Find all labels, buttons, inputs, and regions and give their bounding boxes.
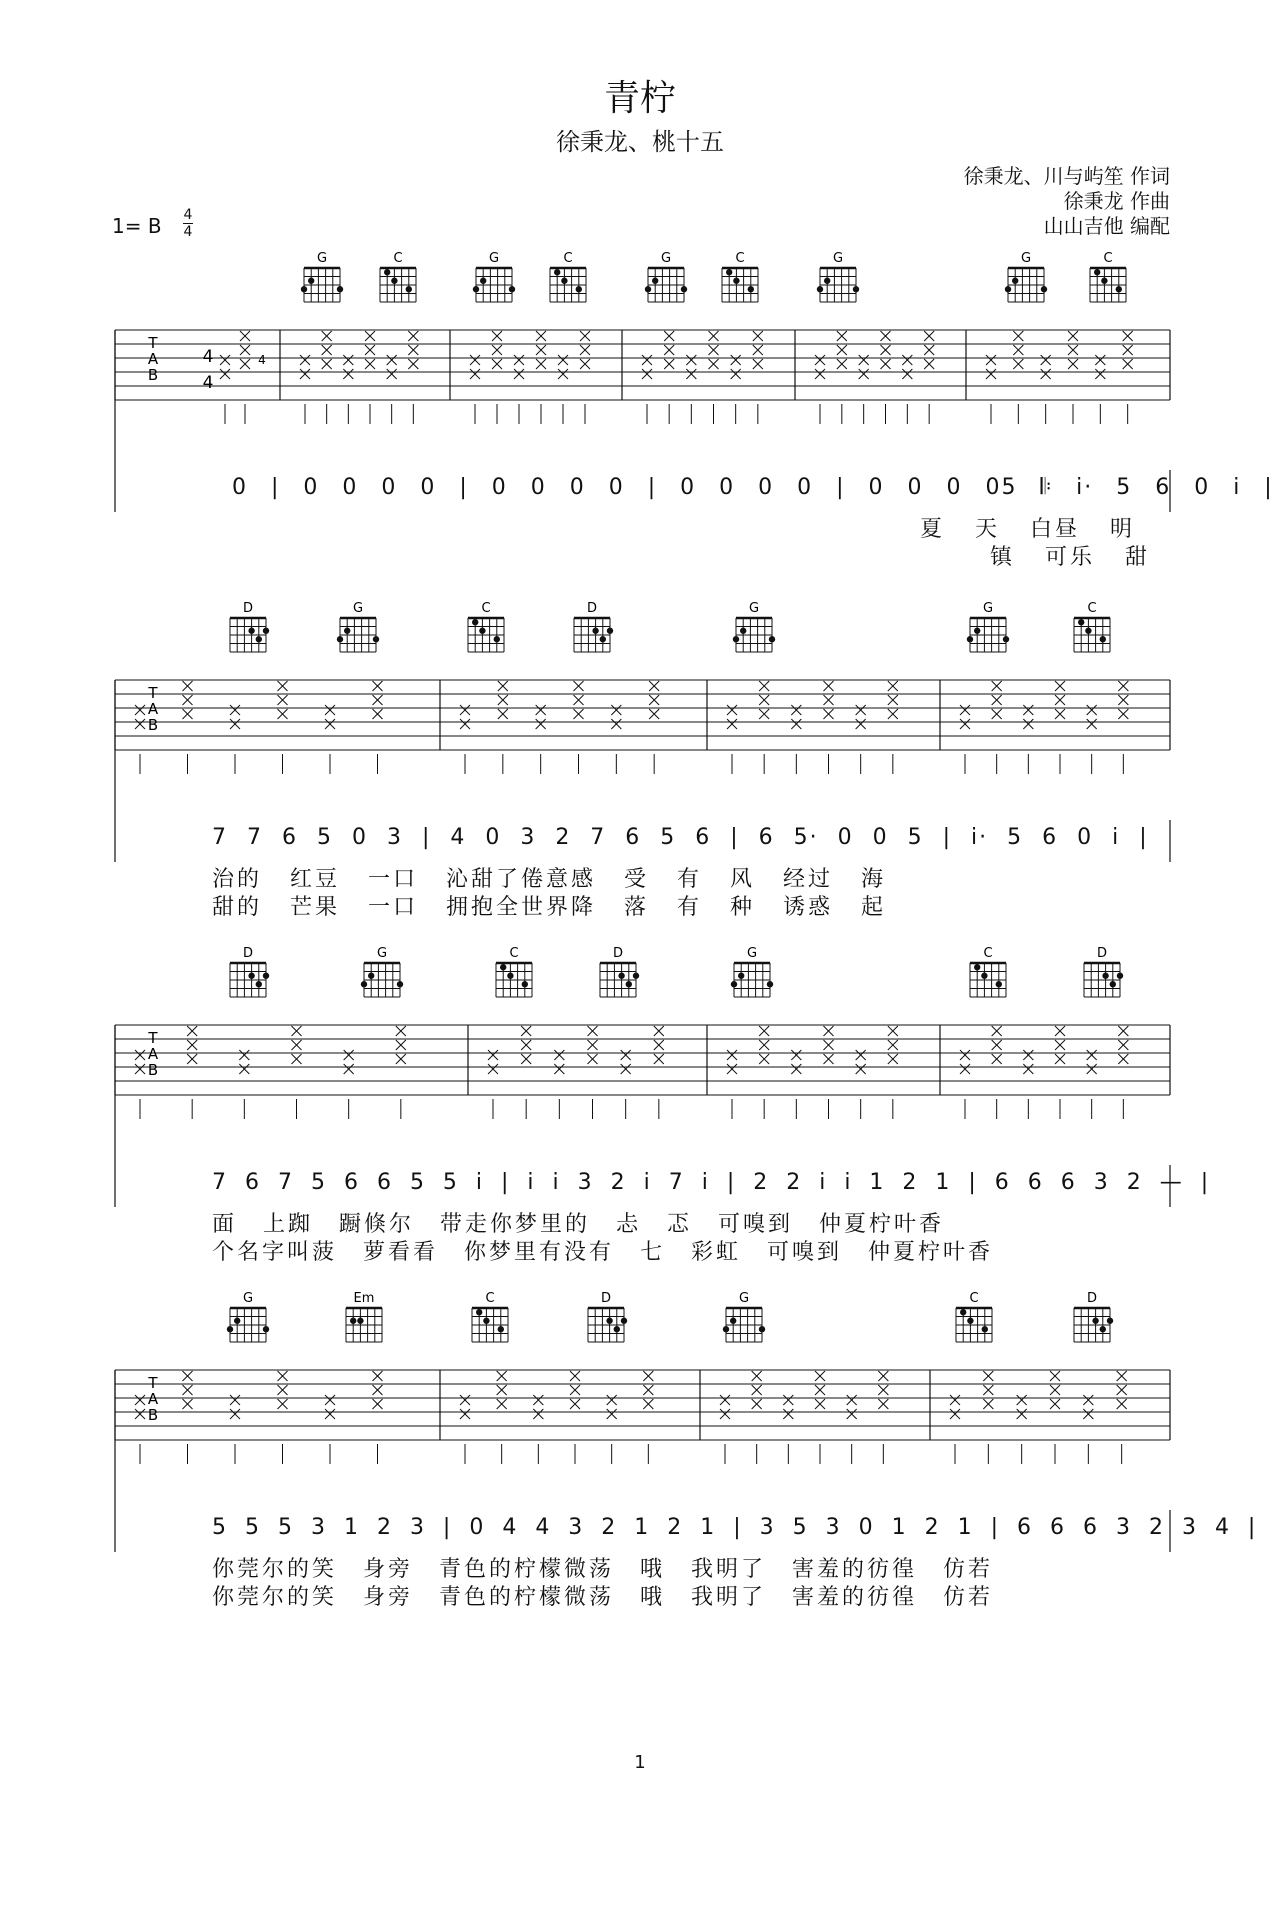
- system-3: [0, 935, 1280, 1265]
- tab-label-letter: B: [147, 716, 159, 734]
- chord-finger-dot: [263, 1326, 269, 1332]
- chord-finger-dot: [767, 981, 773, 987]
- chord-finger-dot: [607, 628, 613, 634]
- chord-finger-dot: [723, 1326, 729, 1332]
- tab-extra-fret: 4: [258, 353, 266, 367]
- system-3-lyrics-1: 面 上踟 蹰倏尔 带走你梦里的 忐 忑 可嗅到 仲夏柠叶香: [212, 1212, 944, 1237]
- system-1: [0, 240, 1280, 570]
- chord-finger-dot: [769, 636, 775, 642]
- chord-finger-dot: [384, 269, 390, 275]
- chord-finger-dot: [337, 636, 343, 642]
- tab-label-letter: T: [148, 684, 158, 702]
- chord-finger-dot: [981, 973, 987, 979]
- chord-finger-dot: [397, 981, 403, 987]
- chord-finger-dot: [373, 636, 379, 642]
- chord-name: C: [563, 251, 573, 266]
- tab-time-signature-digit: 4: [202, 373, 214, 393]
- chord-name: Em: [353, 1291, 375, 1306]
- tab-label-letter: A: [147, 1045, 159, 1063]
- chord-finger-dot: [817, 286, 823, 292]
- chord-finger-dot: [1092, 1318, 1098, 1324]
- tab-time-signature-digit: 4: [202, 347, 214, 367]
- chord-finger-dot: [480, 278, 486, 284]
- chord-name: D: [242, 601, 254, 616]
- system-3-lyrics-2: 个名字叫菠 萝看看 你梦里有没有 七 彩虹 可嗅到 仲夏柠叶香: [212, 1240, 993, 1265]
- chord-finger-dot: [576, 286, 582, 292]
- chord-finger-dot: [967, 636, 973, 642]
- chord-finger-dot: [368, 973, 374, 979]
- chord-finger-dot: [1110, 981, 1116, 987]
- chord-finger-dot: [1041, 286, 1047, 292]
- chord-finger-dot: [731, 981, 737, 987]
- chord-finger-dot: [730, 1318, 736, 1324]
- tab-label-letter: A: [147, 350, 159, 368]
- chord-finger-dot: [967, 1318, 973, 1324]
- chord-name: G: [982, 601, 994, 616]
- chord-name: G: [746, 946, 758, 961]
- chord-finger-dot: [227, 1326, 233, 1332]
- chord-finger-dot: [500, 964, 506, 970]
- chord-finger-dot: [626, 981, 632, 987]
- chord-finger-dot: [1101, 278, 1107, 284]
- chord-finger-dot: [406, 286, 412, 292]
- chord-name: G: [660, 251, 672, 266]
- chord-name: D: [612, 946, 624, 961]
- chord-finger-dot: [473, 286, 479, 292]
- time-signature-bottom: 4: [183, 224, 193, 240]
- chord-finger-dot: [1107, 1318, 1113, 1324]
- tab-label-letter: T: [148, 1029, 158, 1047]
- system-2-notation: 7 7 6 5 0 3 | 4 0 3 2 7 6 5 6 | 6 5· 0 0 5 | i· 5 6 0 i |: [212, 825, 1149, 850]
- chord-finger-dot: [738, 973, 744, 979]
- system-2: [0, 590, 1280, 920]
- chord-finger-dot: [256, 981, 262, 987]
- chord-name: G: [738, 1291, 750, 1306]
- chord-finger-dot: [600, 636, 606, 642]
- song-title: 青柠: [603, 78, 676, 119]
- chord-name: D: [1096, 946, 1108, 961]
- chord-finger-dot: [853, 286, 859, 292]
- chord-name: G: [748, 601, 760, 616]
- chord-finger-dot: [357, 1318, 363, 1324]
- chord-finger-dot: [248, 973, 254, 979]
- tab-label-letter: A: [147, 700, 159, 718]
- chord-name: C: [969, 1291, 979, 1306]
- chord-finger-dot: [618, 973, 624, 979]
- system-4-lyrics-1: 你莞尔的笑 身旁 青色的柠檬微荡 哦 我明了 害羞的彷徨 仿若: [212, 1557, 993, 1582]
- time-signature-top: 4: [183, 207, 193, 223]
- chord-name: G: [376, 946, 388, 961]
- chord-finger-dot: [633, 973, 639, 979]
- chord-finger-dot: [996, 981, 1002, 987]
- song-artist: 徐秉龙、桃十五: [556, 128, 724, 156]
- time-signature: [183, 207, 193, 240]
- chord-finger-dot: [740, 628, 746, 634]
- chord-name: D: [600, 1291, 612, 1306]
- chord-name: C: [481, 601, 491, 616]
- chord-finger-dot: [256, 636, 262, 642]
- tab-label-letter: B: [147, 1406, 159, 1424]
- chord-finger-dot: [479, 628, 485, 634]
- chord-finger-dot: [350, 1318, 356, 1324]
- chord-finger-dot: [1100, 636, 1106, 642]
- chord-finger-dot: [361, 981, 367, 987]
- credit-music: 徐秉龙 作曲: [1063, 189, 1170, 213]
- chord-name: G: [1020, 251, 1032, 266]
- chord-finger-dot: [308, 278, 314, 284]
- system-3-notation: 7 6 7 5 6 6 5 5 i | i i 3 2 i 7 i | 2 2 i i 1 2 1 | 6 6 6 3 2 — |: [212, 1170, 1211, 1195]
- chord-finger-dot: [561, 278, 567, 284]
- chord-finger-dot: [509, 286, 515, 292]
- system-2-lyrics-2: 甜的 芒果 一口 拥抱全世界降 落 有 种 诱惑 起: [212, 895, 886, 920]
- song-credits: [964, 164, 1170, 239]
- chord-finger-dot: [554, 269, 560, 275]
- chord-finger-dot: [483, 1318, 489, 1324]
- chord-finger-dot: [681, 286, 687, 292]
- chord-finger-dot: [1100, 1326, 1106, 1332]
- chord-finger-dot: [472, 619, 478, 625]
- key-signature: 1= B: [112, 214, 162, 238]
- tab-label-letter: B: [147, 366, 159, 384]
- chord-name: C: [735, 251, 745, 266]
- chord-finger-dot: [652, 278, 658, 284]
- chord-finger-dot: [960, 1309, 966, 1315]
- page-number: 1: [634, 1752, 646, 1773]
- chord-finger-dot: [645, 286, 651, 292]
- chord-finger-dot: [344, 628, 350, 634]
- tab-label-letter: T: [148, 334, 158, 352]
- chord-name: G: [316, 251, 328, 266]
- chord-finger-dot: [733, 278, 739, 284]
- chord-name: G: [242, 1291, 254, 1306]
- chord-finger-dot: [592, 628, 598, 634]
- chord-finger-dot: [1003, 636, 1009, 642]
- chord-finger-dot: [494, 636, 500, 642]
- chord-finger-dot: [263, 628, 269, 634]
- chord-name: C: [983, 946, 993, 961]
- chord-finger-dot: [621, 1318, 627, 1324]
- chord-name: G: [352, 601, 364, 616]
- chord-name: G: [832, 251, 844, 266]
- chord-finger-dot: [1085, 628, 1091, 634]
- chord-name: G: [488, 251, 500, 266]
- chord-finger-dot: [337, 286, 343, 292]
- chord-finger-dot: [982, 1326, 988, 1332]
- chord-finger-dot: [824, 278, 830, 284]
- chord-finger-dot: [759, 1326, 765, 1332]
- tab-label-letter: A: [147, 1390, 159, 1408]
- chord-finger-dot: [733, 636, 739, 642]
- chord-name: D: [1086, 1291, 1098, 1306]
- tab-label-letter: B: [147, 1061, 159, 1079]
- chord-finger-dot: [1005, 286, 1011, 292]
- chord-finger-dot: [1094, 269, 1100, 275]
- chord-finger-dot: [391, 278, 397, 284]
- chord-finger-dot: [1117, 973, 1123, 979]
- chord-finger-dot: [974, 628, 980, 634]
- chord-finger-dot: [476, 1309, 482, 1315]
- system-4-lyrics-2: 你莞尔的笑 身旁 青色的柠檬微荡 哦 我明了 害羞的彷徨 仿若: [212, 1585, 993, 1610]
- chord-finger-dot: [234, 1318, 240, 1324]
- chord-finger-dot: [606, 1318, 612, 1324]
- chord-name: C: [485, 1291, 495, 1306]
- system-4-notation: 5 5 5 3 1 2 3 | 0 4 4 3 2 1 2 1 | 3 5 3 0 1 2 1 | 6 6 6 3 2 3 4 |: [212, 1515, 1258, 1540]
- chord-finger-dot: [614, 1326, 620, 1332]
- system-2-lyrics-1: 治的 红豆 一口 沁甜了倦意感 受 有 风 经过 海: [212, 867, 886, 892]
- chord-name: C: [1103, 251, 1113, 266]
- chord-finger-dot: [1102, 973, 1108, 979]
- chord-finger-dot: [1078, 619, 1084, 625]
- chord-finger-dot: [522, 981, 528, 987]
- chord-name: D: [586, 601, 598, 616]
- chord-name: C: [1087, 601, 1097, 616]
- chord-name: C: [393, 251, 403, 266]
- chord-name: C: [509, 946, 519, 961]
- tab-label-letter: T: [148, 1374, 158, 1392]
- chord-finger-dot: [507, 973, 513, 979]
- chord-finger-dot: [301, 286, 307, 292]
- chord-finger-dot: [1012, 278, 1018, 284]
- chord-finger-dot: [263, 973, 269, 979]
- chord-finger-dot: [726, 269, 732, 275]
- credit-lyrics: 徐秉龙、川与屿笙 作词: [963, 164, 1170, 188]
- chord-finger-dot: [1116, 286, 1122, 292]
- chord-finger-dot: [974, 964, 980, 970]
- credit-arrangement: 山山吉他 编配: [1043, 214, 1170, 238]
- system-1-notation: 0 | 0 0 0 0 | 0 0 0 0 | 0 0 0 0 | 0 0 0 05 𝄆 i· 5 6 0 i |: [232, 475, 1274, 500]
- chord-finger-dot: [498, 1326, 504, 1332]
- chord-name: D: [242, 946, 254, 961]
- chord-finger-dot: [748, 286, 754, 292]
- system-1-lyrics-2: 镇 可乐 甜: [990, 545, 1150, 570]
- system-4: [0, 1280, 1280, 1610]
- system-1-lyrics-1: 夏 天 白昼 明: [920, 517, 1135, 542]
- chord-finger-dot: [248, 628, 254, 634]
